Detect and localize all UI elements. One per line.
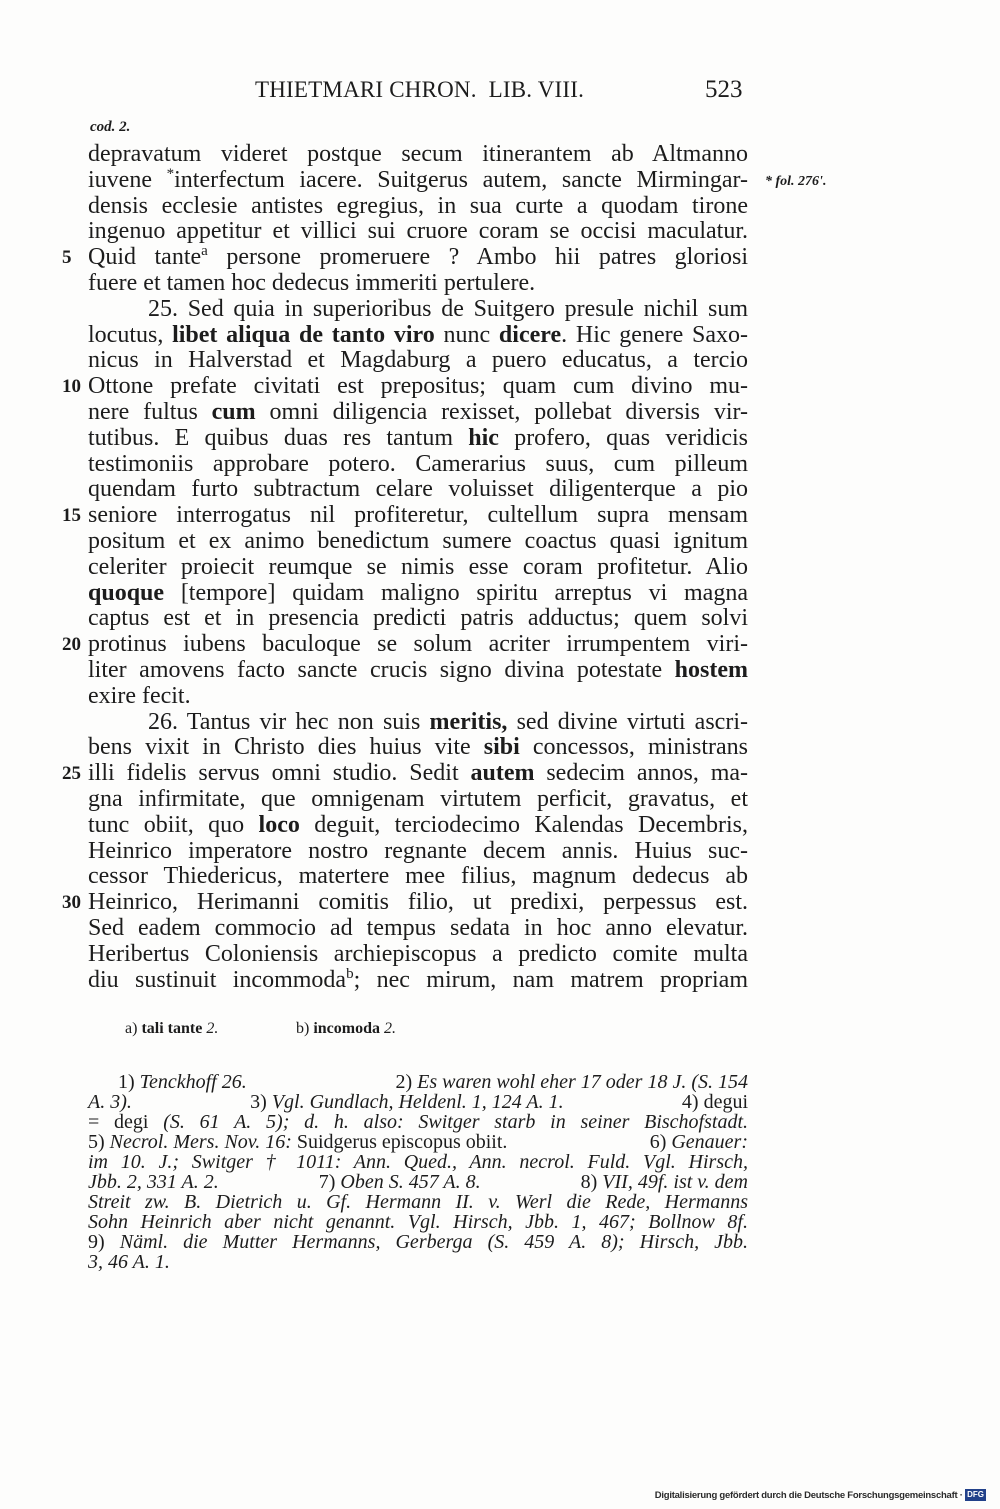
footnote-line	[88, 1192, 748, 1212]
apparatus-note-b	[296, 1018, 396, 1040]
line-text: nunc	[434, 321, 499, 348]
text-line	[88, 916, 748, 942]
folio-marker: *	[166, 165, 175, 182]
footnote-number: 6)	[649, 1131, 667, 1153]
text-line	[88, 581, 748, 607]
line-text: nicus in Halverstad et Magdaburg a puero educatus, a tercio	[88, 347, 748, 374]
line-number: 25	[62, 763, 81, 785]
line-text: captus est et in presencia predicti patris adductus; quem solvi	[88, 605, 748, 632]
line-text: Heinrico imperatore nostro regnante decem annis. Huius suc-	[88, 837, 748, 864]
text-line	[88, 165, 827, 194]
footnote-number: 2)	[395, 1071, 413, 1093]
line-text: interfectum iacere. Suitgerus autem, sancte Mirmingar-	[174, 166, 748, 193]
footnote-4	[682, 1092, 748, 1112]
line-text: Heribertus Coloniensis archiepiscopus a predicto comite multa	[88, 940, 748, 967]
footnote-line	[88, 1172, 748, 1192]
line-text: Heinrico, Herimanni comitis filio, ut predixi, perpessus est.	[88, 889, 748, 916]
line-text: seniore interrogatus nil profiteretur, cultellum supra mensam	[88, 502, 748, 529]
codex-note: cod. 2.	[90, 119, 131, 135]
line-text: tunc obiit, quo	[88, 811, 259, 838]
main-text	[62, 141, 827, 993]
footnote-line	[88, 1092, 748, 1112]
line-text: ; nec mirum, nam matrem propriam	[353, 966, 749, 993]
apparatus-siglum: 2.	[206, 1020, 219, 1037]
text-line	[88, 219, 748, 245]
line-text: Quid tante	[88, 244, 202, 271]
text-line	[88, 606, 748, 632]
line-text: . Hic genere Saxo-	[561, 321, 749, 348]
footnote-text: Suidgerus episcopus obiit.	[296, 1131, 508, 1153]
text-line	[88, 813, 748, 839]
bold-text: hic	[468, 424, 499, 451]
line-number: 30	[62, 892, 81, 914]
footnotes	[88, 1072, 748, 1272]
footnote-8	[581, 1172, 748, 1192]
footnote-text: im 10. J.; Switger † 1011: Ann. Qued., Ann. necrol. Fuld. Vgl. Hirsch,	[88, 1151, 748, 1173]
bold-text: sibi	[483, 734, 520, 761]
line-number: 15	[62, 505, 81, 527]
footnote-text: Tenckhoff 26.	[139, 1071, 247, 1093]
footnote-text: Jbb. 2, 331 A. 2.	[88, 1171, 219, 1193]
footnote-text: Streit zw. B. Dietrich u. Gf. Hermann II. v. Werl die Rede, Hermanns	[88, 1191, 748, 1213]
footnote-text: Vgl. Gundlach, Heldenl. 1, 124 A. 1.	[271, 1091, 564, 1113]
bold-text: dicere	[498, 321, 562, 348]
footnote-text: A. 3).	[88, 1091, 132, 1113]
footnote-text: 3, 46 A. 1.	[88, 1251, 170, 1273]
text-line	[88, 348, 748, 374]
text-line	[62, 760, 748, 787]
line-text: 25. Sed quia in superioribus de Suitgero presule nichil sum	[148, 295, 748, 322]
text-line	[88, 839, 748, 865]
text-line	[88, 271, 748, 297]
apparatus-label: a)	[125, 1020, 138, 1037]
footnote-text: Genauer:	[671, 1131, 748, 1153]
text-line	[62, 502, 748, 529]
footnote-line	[88, 1112, 748, 1132]
line-text: Sed eadem commocio ad tempus sedata in hoc anno elevatur.	[88, 914, 748, 941]
line-text: gna infirmitate, que omnigenam virtutem perficit, gravatus, et	[88, 785, 748, 812]
credit-separator: ·	[959, 1490, 963, 1501]
apparatus-note-a	[125, 1018, 218, 1040]
footnote-text: Sohn Heinrich aber nicht genannt. Vgl. Hirsch, Jbb. 1, 467; Bollnow 8f.	[88, 1211, 748, 1233]
bold-text: quoque	[88, 579, 165, 606]
bold-text: autem	[470, 760, 535, 787]
paragraph-start-line	[88, 710, 748, 736]
line-number: 20	[62, 634, 81, 656]
footnote-marker: b	[346, 965, 354, 982]
footnote-marker: a	[201, 243, 208, 260]
footnote-number: 9)	[88, 1231, 105, 1253]
line-text: omni diligencia rexisset, pollebat diversis vir-	[255, 398, 748, 425]
bold-text: hostem	[674, 656, 748, 683]
line-text: testimoniis approbare potero. Camerarius suus, cum pilleum	[88, 450, 748, 477]
footnote-line	[88, 1152, 748, 1172]
text-line	[88, 735, 748, 761]
footnote-number: 8)	[580, 1171, 598, 1193]
line-text: tutibus. E quibus duas res tantum	[88, 424, 469, 451]
line-text: concessos, ministrans	[519, 734, 748, 761]
paragraph-start-line	[88, 297, 748, 323]
line-text: Ottone prefate civitati est prepositus; quam cum divino mu-	[88, 373, 748, 400]
text-line	[88, 477, 748, 503]
line-text: positum et ex animo benedictum sumere coactus quasi ignitum	[88, 527, 748, 554]
running-title: THIETMARI CHRON. LIB. VIII.	[255, 77, 585, 102]
footnote-line	[88, 1232, 748, 1252]
line-text: 26. Tantus vir hec non suis	[148, 708, 430, 735]
footnote-number: 3)	[250, 1091, 267, 1113]
text-line	[88, 684, 748, 710]
line-text: iuvene	[88, 166, 167, 193]
text-line	[88, 452, 748, 478]
apparatus-siglum: 2.	[384, 1020, 396, 1037]
text-line	[88, 555, 748, 581]
page-number: 523	[705, 76, 743, 103]
footnote-7	[319, 1172, 481, 1192]
line-text: liter amovens facto sancte crucis signo divina potestate	[88, 656, 675, 683]
footnote-number: 7)	[318, 1171, 336, 1193]
line-text: [tempore] quidam maligno spiritu arreptus vi magna	[164, 579, 748, 606]
line-text: nere fultus	[88, 398, 212, 425]
text-line	[88, 323, 748, 349]
text-line	[62, 373, 748, 400]
line-text: locutus,	[88, 321, 173, 348]
text-line	[88, 942, 748, 968]
footnote-text: Necrol. Mers. Nov. 16:	[109, 1131, 292, 1153]
text-line	[88, 965, 749, 994]
line-text: sedecim annos, ma-	[534, 760, 748, 787]
line-text: celeriter proiecit reumque se nimis esse coram profitetur. Alio	[88, 553, 748, 580]
text-line	[88, 426, 748, 452]
bold-text: libet aliqua de tanto viro	[172, 321, 435, 348]
line-text: depravatum videret postque secum itinerantem ab Altmanno	[88, 141, 748, 167]
margin-note: * fol. 276'.	[765, 173, 827, 189]
footnote-line	[88, 1212, 748, 1232]
text-line	[88, 142, 748, 168]
line-number: 5	[62, 247, 72, 269]
footnote-5	[88, 1132, 507, 1152]
line-text: cessor Thiedericus, matertere mee filius, magnum dedecus ab	[88, 863, 748, 890]
line-text: bens vixit in Christo dies huius vite	[88, 734, 484, 761]
footnote-1	[118, 1072, 247, 1092]
footnote-text: VII, 49f. ist v. dem	[602, 1171, 748, 1193]
footnote-text: Oben S. 457 A. 8.	[340, 1171, 481, 1193]
footnote-2	[395, 1072, 748, 1092]
line-text: persone promeruere ? Ambo hii patres gloriosi	[207, 244, 749, 271]
apparatus-reading: incomoda	[313, 1020, 380, 1037]
text-line	[88, 400, 748, 426]
apparatus-reading: tali tante	[141, 1020, 203, 1037]
footnote-6	[650, 1132, 748, 1152]
footnote-number: 1)	[118, 1071, 135, 1093]
line-text: densis ecclesie antistes egregius, in sua curte a quodam tirone	[88, 192, 748, 219]
footnote-3	[250, 1092, 564, 1112]
line-number: 10	[62, 376, 81, 398]
line-text: quendam furto subtractum celare voluisset diligenterque a pio	[88, 476, 748, 503]
text-line	[88, 658, 748, 684]
footnote-line	[88, 1132, 748, 1152]
text-line	[88, 787, 748, 813]
line-text: deguit, terciodecimo Kalendas Decembris,	[299, 811, 749, 838]
line-text: profero, quas veridicis	[498, 424, 748, 451]
line-text: ingenuo appetitur et villici sui cruore coram se occisi maculatur.	[88, 218, 748, 245]
footnote-line	[88, 1072, 748, 1092]
line-text: diu sustinuit incommoda	[88, 966, 347, 993]
footnote-text: (S. 61 A. 5); d. h. also: Switger starb in seiner Bischofstadt.	[163, 1111, 748, 1133]
text-line	[62, 631, 748, 658]
line-text: exire fecit.	[88, 682, 191, 709]
bold-text: loco	[258, 811, 300, 838]
text-line	[62, 889, 748, 916]
text-line	[88, 194, 748, 220]
bold-text: cum	[211, 398, 256, 425]
dfg-logo: DFG	[967, 1490, 984, 1500]
line-text: illi fidelis servus omni studio. Sedit	[88, 760, 471, 787]
credit-text: Digitalisierung gefördert durch die Deutsche Forschungsgemeinschaft	[654, 1490, 958, 1501]
footnote-number: 4)	[681, 1091, 699, 1113]
footnote-text: Es waren wohl eher 17 oder 18 J. (S. 154	[417, 1071, 748, 1093]
digitization-credit	[655, 1489, 986, 1503]
apparatus-label: b)	[296, 1020, 310, 1037]
text-line	[88, 864, 748, 890]
text-line	[88, 529, 748, 555]
line-text: protinus iubens baculoque se solum acriter irrumpentem viri-	[88, 631, 748, 658]
footnote-text: = degi	[88, 1111, 149, 1133]
line-text: sed divine virtuti ascri-	[507, 708, 748, 735]
bold-text: meritis,	[429, 708, 508, 735]
footnote-line	[88, 1252, 748, 1272]
footnote-text: degui	[703, 1091, 748, 1113]
text-line	[62, 243, 749, 271]
footnote-number: 5)	[88, 1131, 105, 1153]
footnote-text: Näml. die Mutter Hermanns, Gerberga (S. 459 A. 8); Hirsch, Jbb.	[119, 1231, 749, 1253]
line-text: fuere et tamen hoc dedecus immeriti pertulere.	[88, 269, 536, 296]
